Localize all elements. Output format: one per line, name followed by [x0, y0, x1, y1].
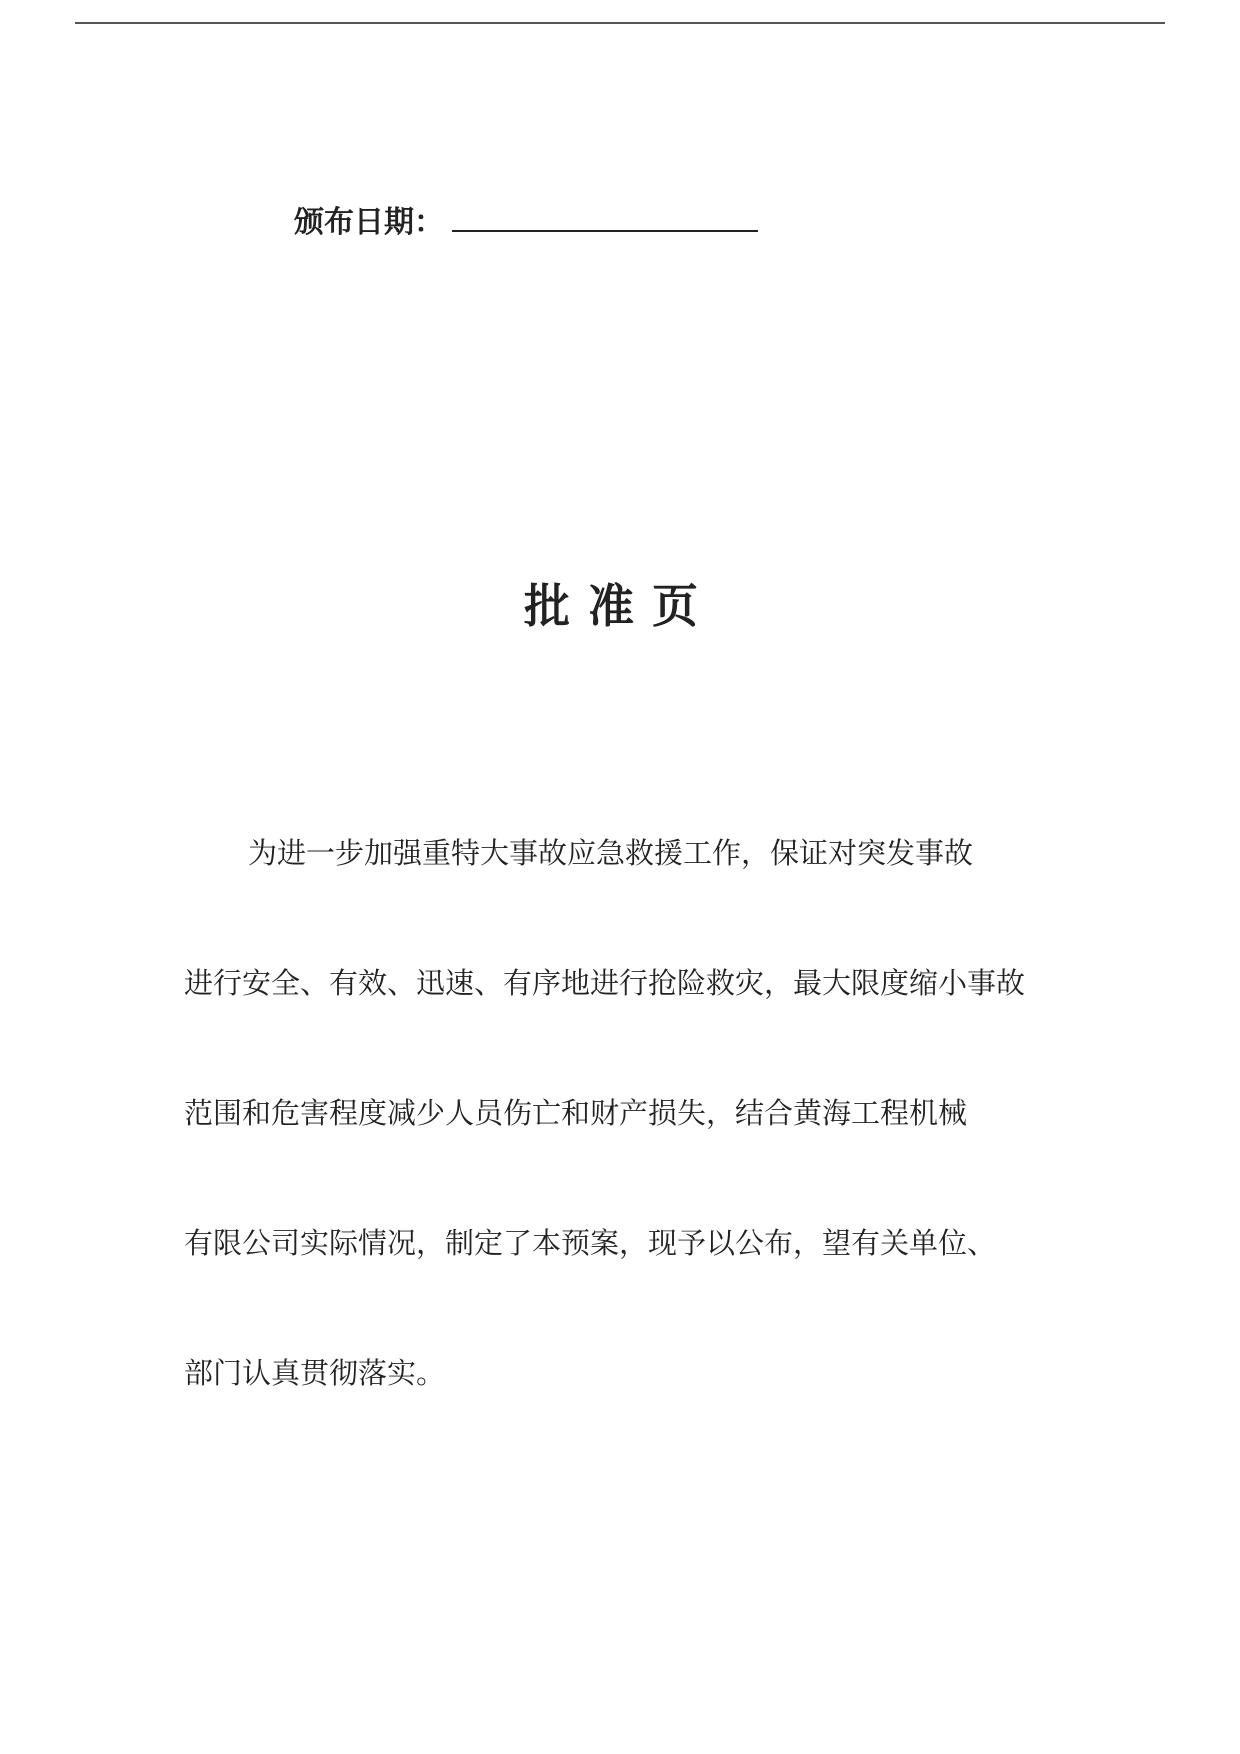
release-date-row: [294, 196, 758, 241]
paragraph-line: 为进一步加强重特大事故应急救援工作，保证对突发事故: [248, 836, 974, 870]
paragraph-line: 有限公司实际情况，制定了本预案，现予以公布，望有关单位、: [184, 1226, 997, 1260]
release-date-label: 颁布日期：: [294, 205, 444, 240]
paragraph-line: 范围和危害程度减少人员伤亡和财产损失，结合黄海工程机械: [184, 1096, 968, 1130]
top-rule: [75, 22, 1165, 24]
paragraph-line: 进行安全、有效、迅速、有序地进行抢险救灾，最大限度缩小事故: [184, 966, 1026, 1000]
paragraph-line: 部门认真贯彻落实。: [184, 1356, 446, 1390]
page-title: 批准页: [524, 579, 716, 633]
release-date-blank: [452, 196, 758, 232]
approval-paragraph: [184, 828, 1056, 1478]
